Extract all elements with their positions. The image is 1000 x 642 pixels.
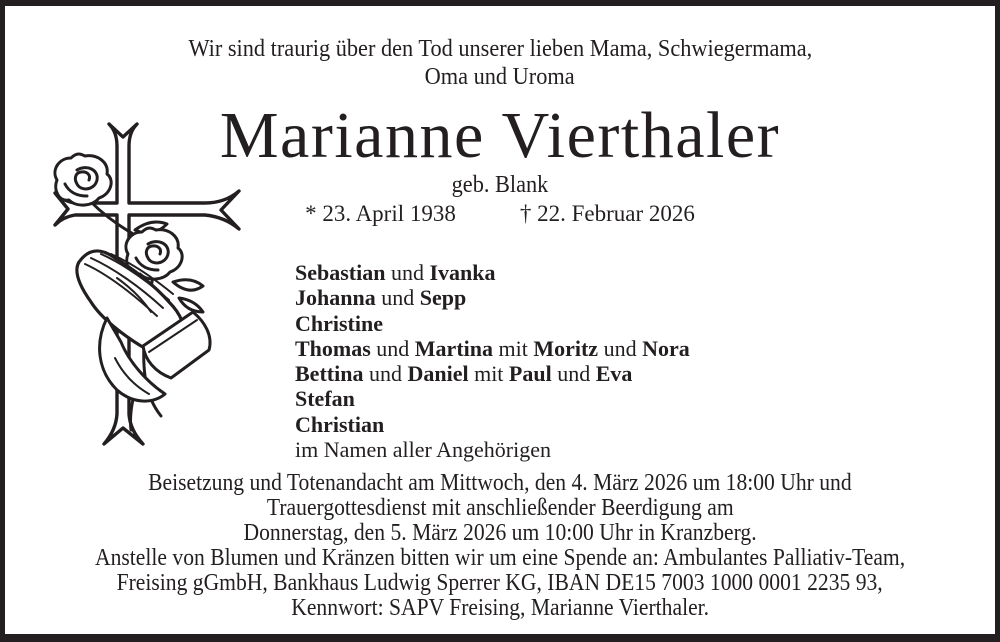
service-line-3-text: Donnerstag, den 5. März 2026 um 10:00 Uhr in Kranzberg. (243, 520, 757, 546)
mourner-name: Stefan (295, 386, 355, 412)
donation-line-3-text: Kennwort: SAPV Freising, Marianne Vierthaler. (291, 595, 709, 621)
intro-line-1 (5, 36, 995, 62)
service-line-2-text: Trauergottesdienst mit anschließender Beerdigung am (266, 495, 734, 521)
donation-line-2-text: Freising gGmbH, Bankhaus Ludwig Sperrer KG, IBAN DE15 7003 1000 0001 2235 93, (116, 570, 884, 596)
closing-line: im Namen aller Angehörigen (295, 437, 551, 463)
service-line-3 (5, 521, 995, 546)
mourner-name: Daniel (407, 361, 469, 387)
mourner-name: Johanna (295, 285, 376, 311)
mourner-name: Sepp (419, 285, 467, 311)
death-date: † 22. Februar 2026 (519, 201, 695, 226)
mourner-name: Sebastian (295, 260, 386, 285)
mourner-connector: und (375, 285, 420, 311)
mourner-name: Nora (642, 335, 690, 361)
mourner-line (295, 386, 690, 411)
mourner-connector: mit (468, 361, 509, 387)
mourner-name: Eva (595, 361, 633, 387)
mourner-name: Paul (508, 361, 552, 387)
mourner-connector: und (370, 335, 415, 361)
mourner-name: Christian (295, 411, 385, 437)
maiden-name-text: geb. Blank (451, 172, 549, 198)
mourner-connector: und (598, 335, 643, 361)
service-line-1-text: Beisetzung und Totenandacht am Mittwoch, den 4. März 2026 um 18:00 Uhr und (148, 470, 852, 496)
service-line-1 (5, 471, 995, 496)
mourner-connector: mit (493, 335, 534, 361)
birth-date: * 23. April 1938 (305, 201, 456, 226)
mourner-name: Bettina (295, 361, 364, 387)
mourner-line (295, 361, 690, 386)
mourner-line (295, 285, 690, 310)
mourner-name: Martina (414, 335, 493, 361)
donation-line-2 (5, 571, 995, 596)
mourner-line (295, 311, 690, 336)
service-line-2 (5, 496, 995, 521)
mourner-name: Christine (295, 310, 383, 336)
mourner-connector: und (551, 361, 596, 387)
mourner-name: Thomas (295, 335, 371, 361)
mourner-line (295, 336, 690, 361)
life-dates (5, 200, 995, 228)
intro-line-2-text: Oma und Uroma (424, 64, 575, 90)
mourner-name: Ivanka (429, 260, 496, 285)
donation-line-1 (5, 546, 995, 571)
donation-line-3 (5, 596, 995, 621)
mourner-connector: und (363, 361, 408, 387)
mourners-list (295, 260, 690, 462)
intro-line-2 (5, 64, 995, 90)
mourner-name: Moritz (533, 335, 599, 361)
maiden-name (5, 172, 995, 198)
deceased-name-text: Marianne Vierthaler (219, 99, 781, 172)
mourner-connector: und (385, 260, 430, 285)
mourner-line (295, 412, 690, 437)
donation-line-1-text: Anstelle von Blumen und Kränzen bitten wir um eine Spende an: Ambulantes Palliativ-Team, (94, 545, 906, 571)
intro-line-1-text: Wir sind traurig über den Tod unserer lieben Mama, Schwiegermama, (188, 36, 812, 62)
mourner-line (295, 260, 690, 285)
deceased-name (5, 100, 995, 172)
